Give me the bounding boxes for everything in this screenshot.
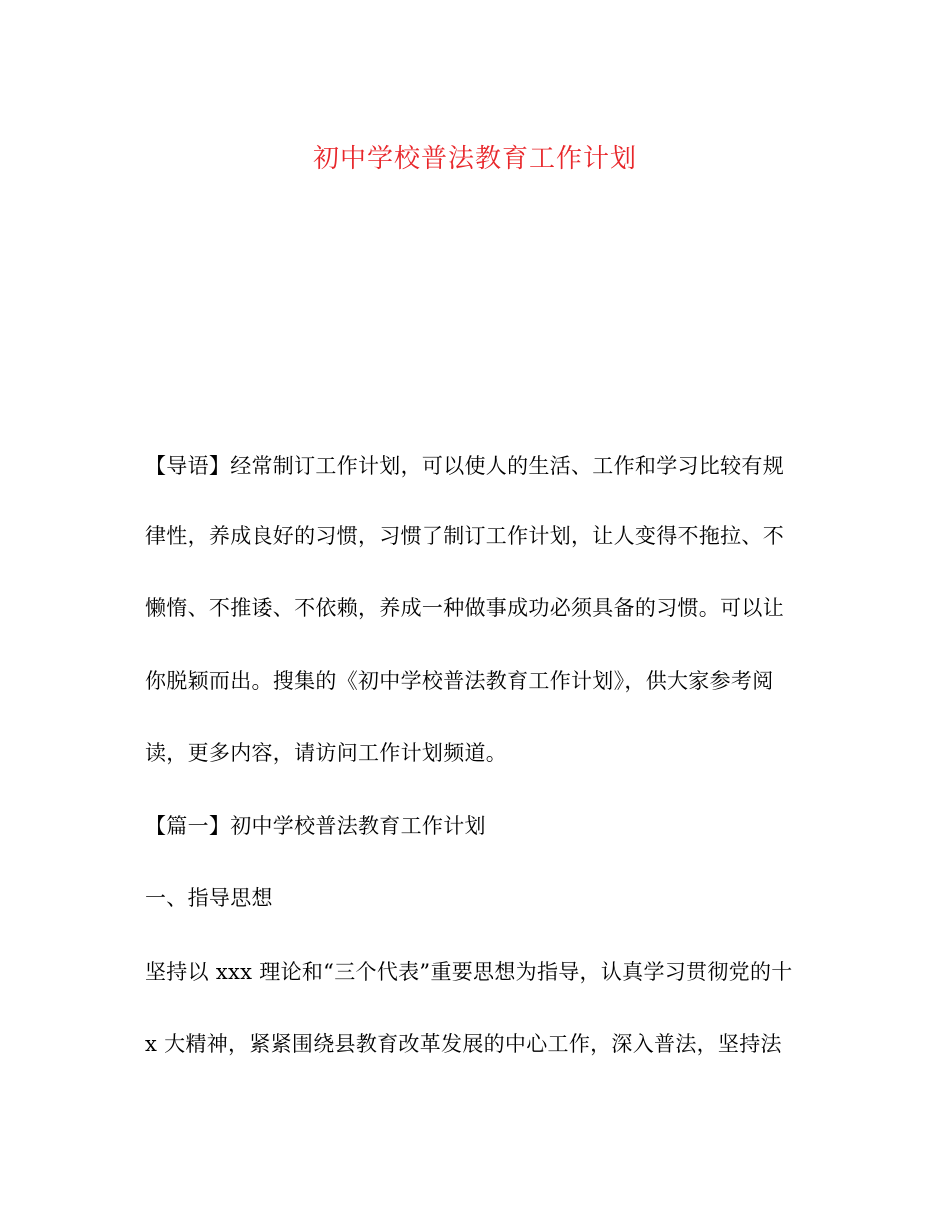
- section-heading: 【篇一】初中学校普法教育工作计划: [145, 814, 486, 838]
- intro-line-3: 懒惰、不推诿、不依赖，养成一种做事成功必须具备的习惯。可以让: [145, 596, 784, 620]
- document-title: 初中学校普法教育工作计划: [312, 144, 637, 174]
- body-line-1: 坚持以 xxx 理论和“三个代表”重要思想为指导，认真学习贯彻党的十: [145, 960, 793, 984]
- intro-line-4: 你脱颖而出。搜集的《初中学校普法教育工作计划》，供大家参考阅: [145, 669, 774, 693]
- body-line-2: x 大精神，紧紧围绕县教育改革发展的中心工作，深入普法，坚持法: [145, 1032, 782, 1056]
- intro-line-1: 【导语】经常制订工作计划，可以使人的生活、工作和学习比较有规: [145, 454, 784, 478]
- intro-line-5: 读，更多内容，请访问工作计划频道。: [145, 741, 508, 765]
- subheading: 一、指导思想: [145, 886, 273, 910]
- intro-line-2: 律性，养成良好的习惯，习惯了制订工作计划，让人变得不拖拉、不: [145, 524, 784, 548]
